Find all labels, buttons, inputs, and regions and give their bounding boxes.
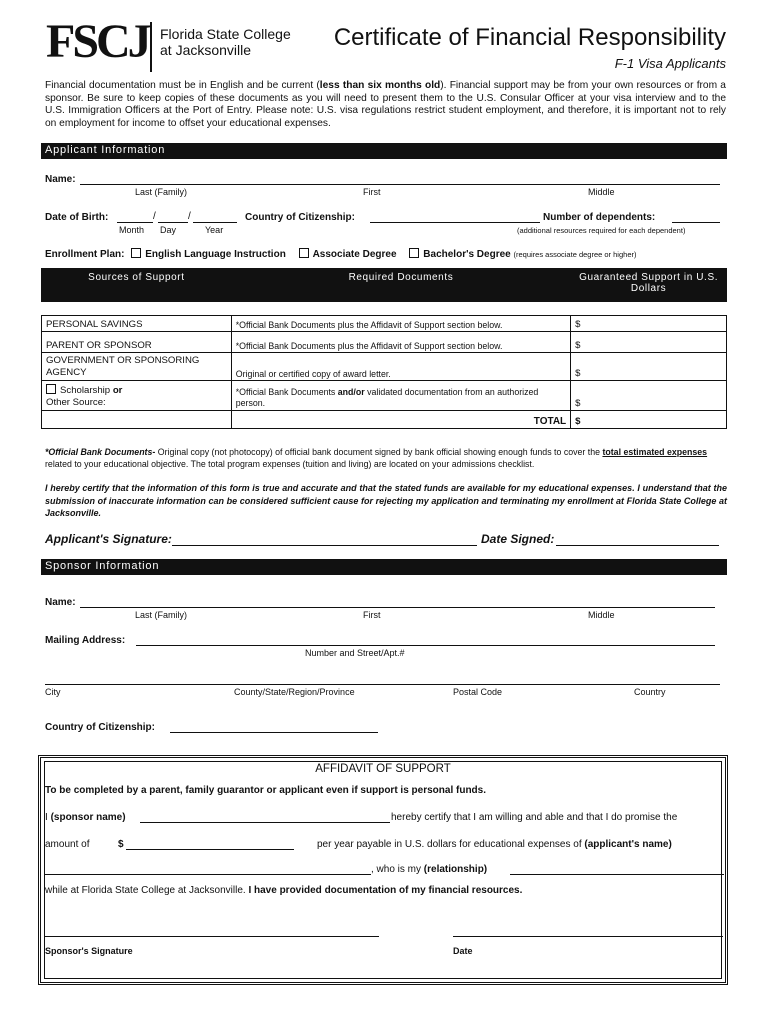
affidavit-line-2-end — [317, 839, 672, 850]
logo-divider — [150, 22, 152, 72]
sponsor-name-last-caption: Last (Family) — [135, 610, 188, 620]
support-table — [41, 268, 727, 429]
applicant-name-field[interactable] — [80, 184, 720, 185]
scholarship-doc-a: *Official Bank Documents — [235, 387, 338, 397]
sponsor-name-first-caption: First — [363, 610, 381, 620]
sponsor-signature-label: Sponsor's Signature — [45, 946, 133, 956]
intro-text-1: Financial documentation must be in English and be current ( — [45, 80, 320, 91]
bank-documents-footnote — [45, 446, 725, 470]
total-empty-cell — [42, 411, 232, 429]
applicant-name-last-caption: Last (Family) — [135, 187, 188, 197]
intro-bold: less than six months old — [319, 80, 441, 91]
sponsor-name-label: Name: — [45, 597, 76, 608]
dob-day-caption: Day — [160, 225, 177, 235]
row-scholarship-doc — [231, 381, 570, 411]
dob-year-caption: Year — [205, 225, 224, 235]
applicant-signature-field[interactable] — [172, 545, 477, 546]
dob-slash-1: / — [153, 211, 156, 222]
citizenship-label: Country of Citizenship: — [245, 212, 355, 223]
applicant-section-header: Applicant Information — [41, 143, 727, 159]
footnote-text-1: Original copy (not photocopy) of official bank document signed by bank official showing enough funds to cover the — [155, 447, 603, 457]
affidavit-amount-field[interactable] — [126, 849, 294, 850]
support-table-header — [42, 269, 727, 302]
mailing-address-field[interactable] — [136, 645, 715, 646]
associate-degree-label: Associate Degree — [312, 249, 397, 260]
associate-degree-checkbox[interactable] — [299, 248, 309, 258]
table-row — [42, 353, 727, 381]
page-subtitle: F-1 Visa Applicants — [614, 56, 726, 71]
while-at-text: while at Florida State College at Jacksonville. — [45, 885, 249, 896]
dob-month-caption: Month — [119, 225, 145, 235]
fscj-logo: FSCJ — [46, 15, 149, 68]
scholarship-label: Scholarship — [60, 385, 111, 396]
row-scholarship-source — [42, 381, 232, 411]
affidavit-applicant-name-field[interactable] — [45, 874, 371, 875]
affidavit-line-3 — [371, 864, 487, 875]
affidavit-line-4 — [45, 885, 522, 896]
applicant-name-label: Name: — [45, 174, 76, 185]
scholarship-doc-b: and/or — [337, 387, 365, 397]
total-label: TOTAL — [231, 411, 570, 429]
date-signed-label: Date Signed: — [481, 532, 555, 546]
intro-text-2: ). Financial support may be from your own resources or from a sponsor. Be sure to keep copies of these documents as you will need to present them to the U.S. Consular Officer at your visa interview and to the U.S. Immigration Officers at the Port of Entry. Please note: U.S. visa regulations restrict student employment, and therefore, it is important not to rely on employment for income to offset your educational expenses. — [45, 80, 726, 129]
bachelors-degree-label: Bachelor's Degree — [423, 249, 511, 260]
city-state-line-field[interactable] — [45, 684, 720, 685]
affidavit-relationship-field[interactable] — [510, 874, 724, 875]
affidavit-sponsor-name-field[interactable] — [140, 822, 390, 823]
applicant-name-prompt: (applicant's name) — [584, 839, 672, 850]
sponsor-name-middle-caption: Middle — [588, 610, 615, 620]
address-street-caption: Number and Street/Apt.# — [305, 648, 405, 658]
table-spacer — [42, 302, 727, 316]
bachelors-note: (requires associate degree or higher) — [513, 250, 637, 259]
applicant-name-first-caption: First — [363, 187, 381, 197]
mailing-address-label: Mailing Address: — [45, 635, 126, 646]
enrollment-plan-row — [45, 248, 636, 260]
dob-label: Date of Birth: — [45, 212, 109, 223]
citizenship-field[interactable] — [370, 222, 540, 223]
table-row — [42, 381, 727, 411]
header-documents: Required Documents — [231, 269, 570, 302]
country-caption: Country — [634, 687, 666, 697]
footnote-underlined: total estimated expenses — [602, 447, 708, 457]
english-instruction-label: English Language Instruction — [145, 249, 286, 260]
dependents-note: (additional resources required for each dependent) — [517, 226, 686, 235]
affidavit-i: I — [45, 812, 51, 823]
dependents-field[interactable] — [672, 222, 720, 223]
amount-dollar-sign: $ — [118, 839, 124, 850]
bachelors-degree-checkbox[interactable] — [409, 248, 419, 258]
affidavit-date-label: Date — [453, 946, 473, 956]
affidavit-line-1-start — [45, 812, 126, 823]
scholarship-or: or — [112, 385, 123, 396]
row-parent-sponsor-source: PARENT OR SPONSOR — [42, 332, 232, 353]
row-personal-savings-amount[interactable]: $ — [571, 316, 727, 332]
header-sources: Sources of Support — [42, 269, 232, 302]
dob-year-field[interactable] — [193, 222, 237, 223]
applicant-signature-label: Applicant's Signature: — [45, 532, 172, 546]
sponsor-citizenship-label: Country of Citizenship: — [45, 722, 155, 733]
sponsor-name-field[interactable] — [80, 607, 715, 608]
table-row — [42, 332, 727, 353]
row-personal-savings-doc: *Official Bank Documents plus the Affidavit of Support section below. — [231, 316, 570, 332]
header-guaranteed: Guaranteed Support in U.S. Dollars — [571, 269, 727, 302]
total-amount[interactable]: $ — [571, 411, 727, 429]
sponsor-name-prompt: (sponsor name) — [50, 812, 126, 823]
row-government-doc: Original or certified copy of award letter. — [231, 353, 570, 381]
dob-day-field[interactable] — [158, 222, 188, 223]
postal-caption: Postal Code — [453, 687, 503, 697]
applicant-name-middle-caption: Middle — [588, 187, 615, 197]
footnote-bold: *Official Bank Documents- — [45, 447, 156, 457]
documentation-statement: I have provided documentation of my financial resources. — [248, 885, 523, 896]
college-line-1: Florida State College — [160, 26, 291, 42]
amount-of-label: amount of — [45, 839, 90, 850]
city-caption: City — [45, 687, 61, 697]
dependents-label: Number of dependents: — [543, 212, 656, 223]
college-line-2: at Jacksonville — [160, 42, 252, 58]
english-instruction-checkbox[interactable] — [131, 248, 141, 258]
per-year-text: per year payable in U.S. dollars for educational expenses of — [317, 839, 585, 850]
scholarship-checkbox[interactable] — [46, 384, 56, 394]
sponsor-signature-field[interactable] — [45, 936, 379, 937]
row-government-amount[interactable]: $ — [571, 353, 727, 381]
who-is-my-text: , who is my — [371, 864, 424, 875]
footnote-text-2: related to your educational objective. The total program expenses (tuition and living) are located on your admissions checklist. — [45, 459, 535, 469]
row-parent-sponsor-amount[interactable]: $ — [571, 332, 727, 353]
affidavit-title: AFFIDAVIT OF SUPPORT — [315, 763, 451, 775]
sponsor-citizenship-field[interactable] — [170, 732, 378, 733]
dob-slash-2: / — [188, 211, 191, 222]
row-government-source: GOVERNMENT OR SPONSORING AGENCY — [42, 353, 232, 381]
certification-statement: I hereby certify that the information of this form is true and accurate and that the stated funds are available for my educational expenses. I understand that the submission of inaccurate information can be considered sufficient cause for rejecting my application and terminating my enrollment at Florida State College at Jacksonville. — [45, 483, 727, 518]
intro-paragraph — [45, 80, 726, 130]
dob-month-field[interactable] — [117, 222, 153, 223]
enrollment-label: Enrollment Plan: — [45, 249, 125, 260]
other-source-label: Other Source: — [46, 397, 106, 408]
county-caption: County/State/Region/Province — [234, 687, 355, 697]
college-name — [160, 26, 291, 58]
affidavit-date-field[interactable] — [453, 936, 723, 937]
row-personal-savings-source: PERSONAL SAVINGS — [42, 316, 232, 332]
scholarship-doc-c: validated documentation from an authorized person. — [235, 387, 539, 408]
sponsor-section-header: Sponsor Information — [41, 559, 727, 575]
affidavit-instruction: To be completed by a parent, family guarantor or applicant even if support is personal funds. — [45, 785, 487, 796]
table-row — [42, 316, 727, 332]
page-title: Certificate of Financial Responsibility — [333, 24, 726, 51]
row-scholarship-amount[interactable]: $ — [571, 381, 727, 411]
affidavit-line-1-end: hereby certify that I am willing and able and that I do promise the — [391, 812, 678, 823]
row-parent-sponsor-doc: *Official Bank Documents plus the Affidavit of Support section below. — [231, 332, 570, 353]
total-row — [42, 411, 727, 429]
date-signed-field[interactable] — [556, 545, 719, 546]
relationship-prompt: (relationship) — [423, 864, 488, 875]
